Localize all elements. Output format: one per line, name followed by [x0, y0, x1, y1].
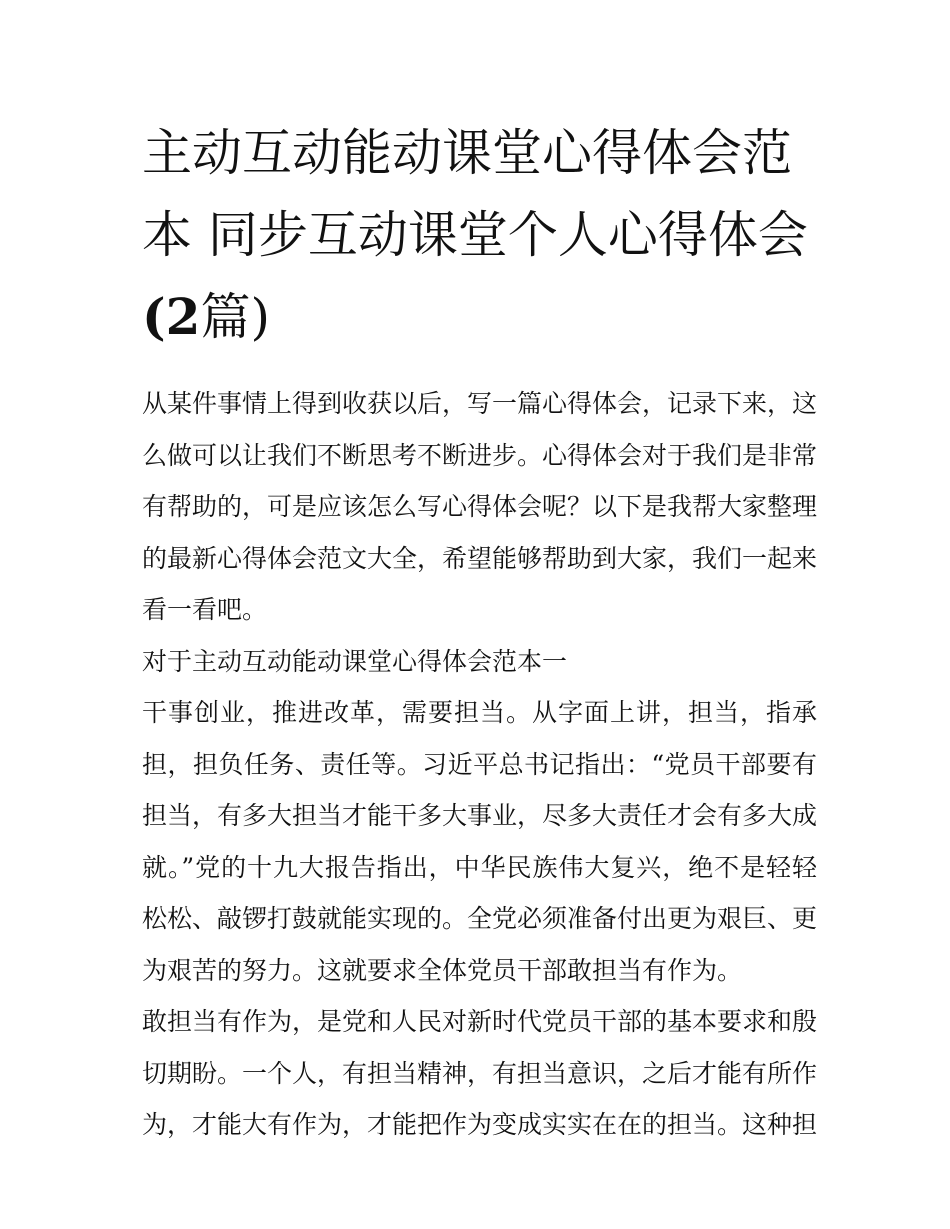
body-paragraph-2: 敢担当有作为，是党和人民对新时代党员干部的基本要求和殷切期盼。一个人，有担当精神，有担当意识，之后才能有所作为，才能大有作为，才能把作为变成实实在在的担当。这种担	[142, 1007, 818, 1139]
document-title: 主动互动能动课堂心得体会范本 同步互动课堂个人心得体会(2篇)	[142, 124, 808, 346]
intro-paragraph: 从某件事情上得到收获以后，写一篇心得体会，记录下来，这么做可以让我们不断思考不断进步。心得体会对于我们是非常有帮助的，可是应该怎么写心得体会呢？以下是我帮大家整理的最新心得体会范文大全，希望能够帮助到大家，我们一起来看一看吧。	[142, 389, 818, 624]
body-paragraph-1: 干事创业，推进改革，需要担当。从字面上讲，担当，指承担，担负任务、责任等。习近平总书记指出：“党员干部要有担当，有多大担当才能干多大事业，尽多大责任才会有多大成就。”党的十九大报告指出，中华民族伟大复兴，绝不是轻轻松松、敲锣打鼓就能实现的。全党必须准备付出更为艰巨、更为艰苦的努力。这就要求全体党员干部敢担当有作为。	[142, 698, 818, 985]
document-page	[142, 112, 817, 1151]
section-heading: 对于主动互动能动课堂心得体会范本一	[142, 646, 568, 676]
